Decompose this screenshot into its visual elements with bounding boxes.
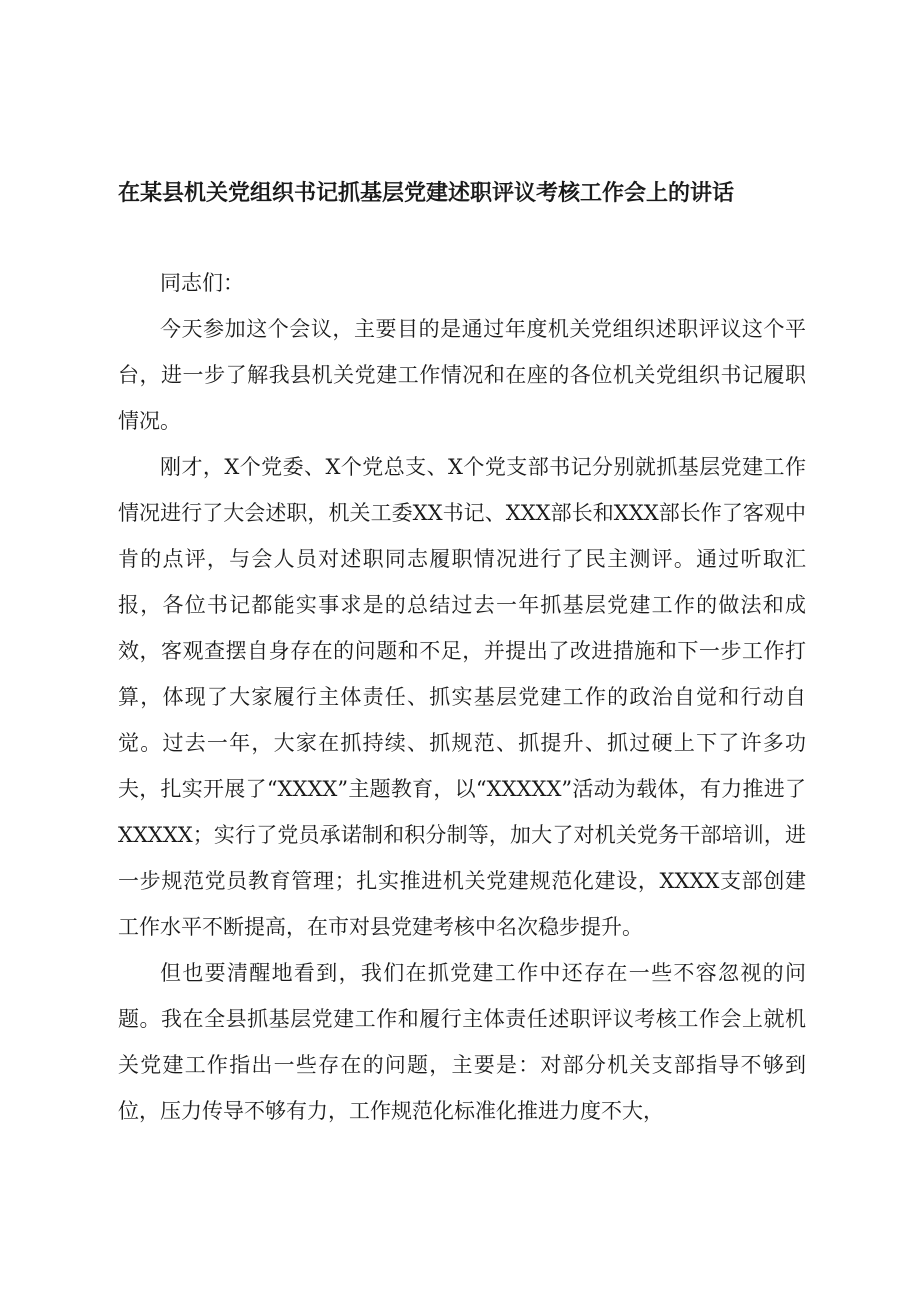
document-title: 在某县机关党组织书记抓基层党建述职评议考核工作会上的讲话 (118, 181, 735, 206)
paragraph-3: 但也要清醒地看到，我们在抓党建工作中还存在一些不容忽视的问题。我在全县抓基层党建工作和履行主体责任述职评议考核工作会上就机关党建工作指出一些存在的问题，主要是：对部分机关支部指导不够到位，压力传导不够有力，工作规范化标准化推进力度不大， (118, 961, 806, 1123)
greeting: 同志们： (160, 271, 244, 295)
document-body (118, 260, 806, 1134)
paragraph-1: 今天参加这个会议，主要目的是通过年度机关党组织述职评议这个平台，进一步了解我县机关党建工作情况和在座的各位机关党组织书记履职情况。 (118, 317, 806, 433)
paragraph-2: 刚才，X个党委、X个党总支、X个党支部书记分别就抓基层党建工作情况进行了大会述职，机关工委XX书记、XXX部长和XXX部长作了客观中肯的点评，与会人员对述职同志履职情况进行了民主测评。通过听取汇报，各位书记都能实事求是的总结过去一年抓基层党建工作的做法和成效，客观查摆自身存在的问题和不足，并提出了改进措施和下一步工作打算，体现了大家履行主体责任、抓实基层党建工作的政治自觉和行动自觉。过去一年，大家在抓持续、抓规范、抓提升、抓过硬上下了许多功夫，扎实开展了“XXXX”主题教育，以“XXXXX”活动为载体，有力推进了XXXXX；实行了党员承诺制和积分制等，加大了对机关党务干部培训，进一步规范党员教育管理；扎实推进机关党建规范化建设，XXXX支部创建工作水平不断提高，在市对县党建考核中名次稳步提升。 (118, 455, 806, 939)
